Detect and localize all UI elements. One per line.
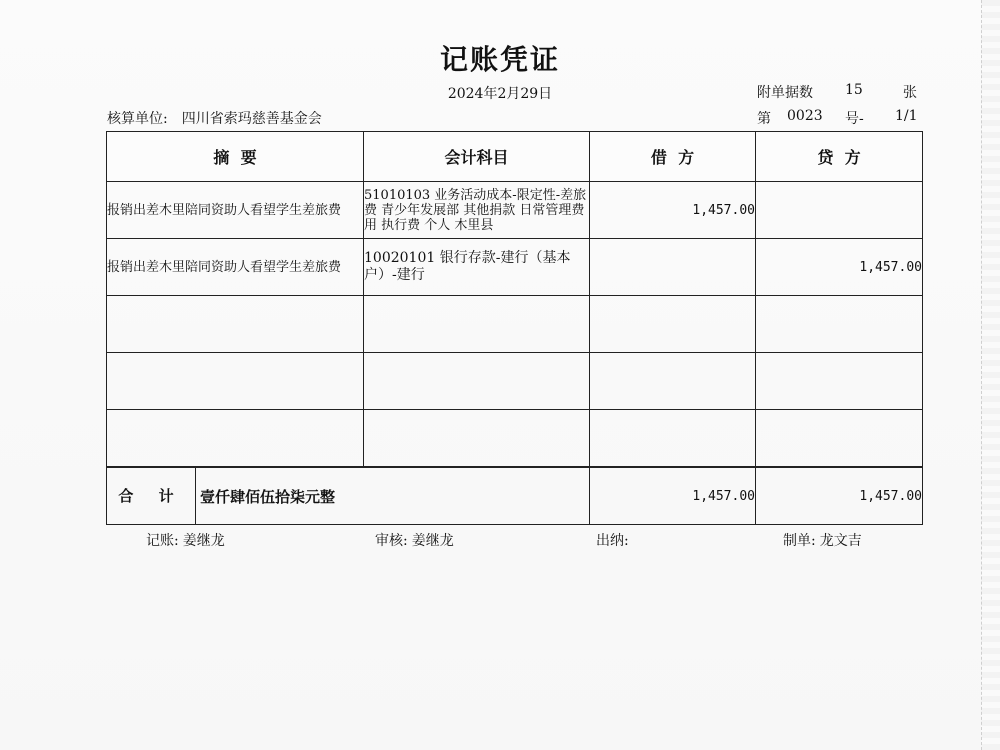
reviewer-field: [375, 530, 454, 550]
row-summary: [107, 296, 364, 353]
preparer-field: [783, 530, 862, 550]
unit-value: 四川省索玛慈善基金会: [181, 111, 322, 127]
attachment-unit: 张: [903, 85, 917, 101]
attachment-label: 附单据数: [757, 85, 813, 101]
table-row: [107, 182, 923, 239]
header-credit: 贷 方: [756, 132, 923, 182]
voucher-date: 2024年2月29日: [447, 86, 553, 102]
table-header-row: [107, 132, 923, 182]
attachment-count: 15: [845, 82, 863, 98]
row-summary: 报销出差木里陪同资助人看望学生差旅费: [107, 182, 364, 239]
voucher-table: [106, 131, 923, 525]
row-credit: [756, 296, 923, 353]
voucher-suffix: 号-: [845, 111, 864, 127]
unit-label: 核算单位:: [107, 111, 168, 127]
row-credit: 1,457.00: [756, 239, 923, 296]
table-row: [107, 353, 923, 410]
scan-edge: [981, 0, 1000, 750]
voucher-number: 0023: [787, 108, 823, 124]
row-debit: [590, 239, 756, 296]
row-debit: [590, 353, 756, 410]
row-debit: [590, 296, 756, 353]
header-account: 会计科目: [364, 132, 590, 182]
total-credit: 1,457.00: [756, 467, 923, 525]
row-account: [364, 296, 590, 353]
table-row: [107, 410, 923, 468]
row-summary: 报销出差木里陪同资助人看望学生差旅费: [107, 239, 364, 296]
table-row: [107, 296, 923, 353]
bookkeeper-field: [146, 530, 225, 550]
row-account: [364, 410, 590, 468]
reviewer-label: 审核:: [375, 533, 408, 549]
voucher-title: 记账凭证: [439, 43, 560, 76]
row-account: 10020101 银行存款-建行（基本户）-建行: [364, 239, 590, 296]
total-row: [107, 467, 923, 525]
row-summary: [107, 353, 364, 410]
reviewer-name: 姜继龙: [411, 533, 454, 549]
header-debit: 借 方: [590, 132, 756, 182]
total-debit: 1,457.00: [590, 467, 756, 525]
bookkeeper-name: 姜继龙: [182, 533, 225, 549]
row-credit: [756, 410, 923, 468]
table-row: [107, 239, 923, 296]
row-credit: [756, 182, 923, 239]
total-amount-words: 壹仟肆佰伍拾柒元整: [200, 487, 336, 506]
preparer-name: 龙文吉: [819, 533, 862, 549]
voucher-prefix: 第: [757, 111, 771, 127]
row-debit: [590, 410, 756, 468]
row-summary: [107, 410, 364, 468]
row-debit: 1,457.00: [590, 182, 756, 239]
cashier-label: 出纳:: [596, 533, 629, 549]
bookkeeper-label: 记账:: [146, 533, 179, 549]
row-account: [364, 353, 590, 410]
cashier-field: [596, 530, 633, 550]
total-label: 合 计: [107, 468, 196, 524]
total-cell: [107, 467, 590, 525]
preparer-label: 制单:: [783, 533, 816, 549]
header-summary: 摘 要: [107, 132, 364, 182]
row-credit: [756, 353, 923, 410]
accounting-unit: [107, 108, 322, 128]
row-account: 51010103 业务活动成本-限定性-差旅费 青少年发展部 其他捐款 日常管理费用 执行费 个人 木里县: [364, 182, 590, 239]
voucher-page: 1/1: [895, 108, 918, 124]
